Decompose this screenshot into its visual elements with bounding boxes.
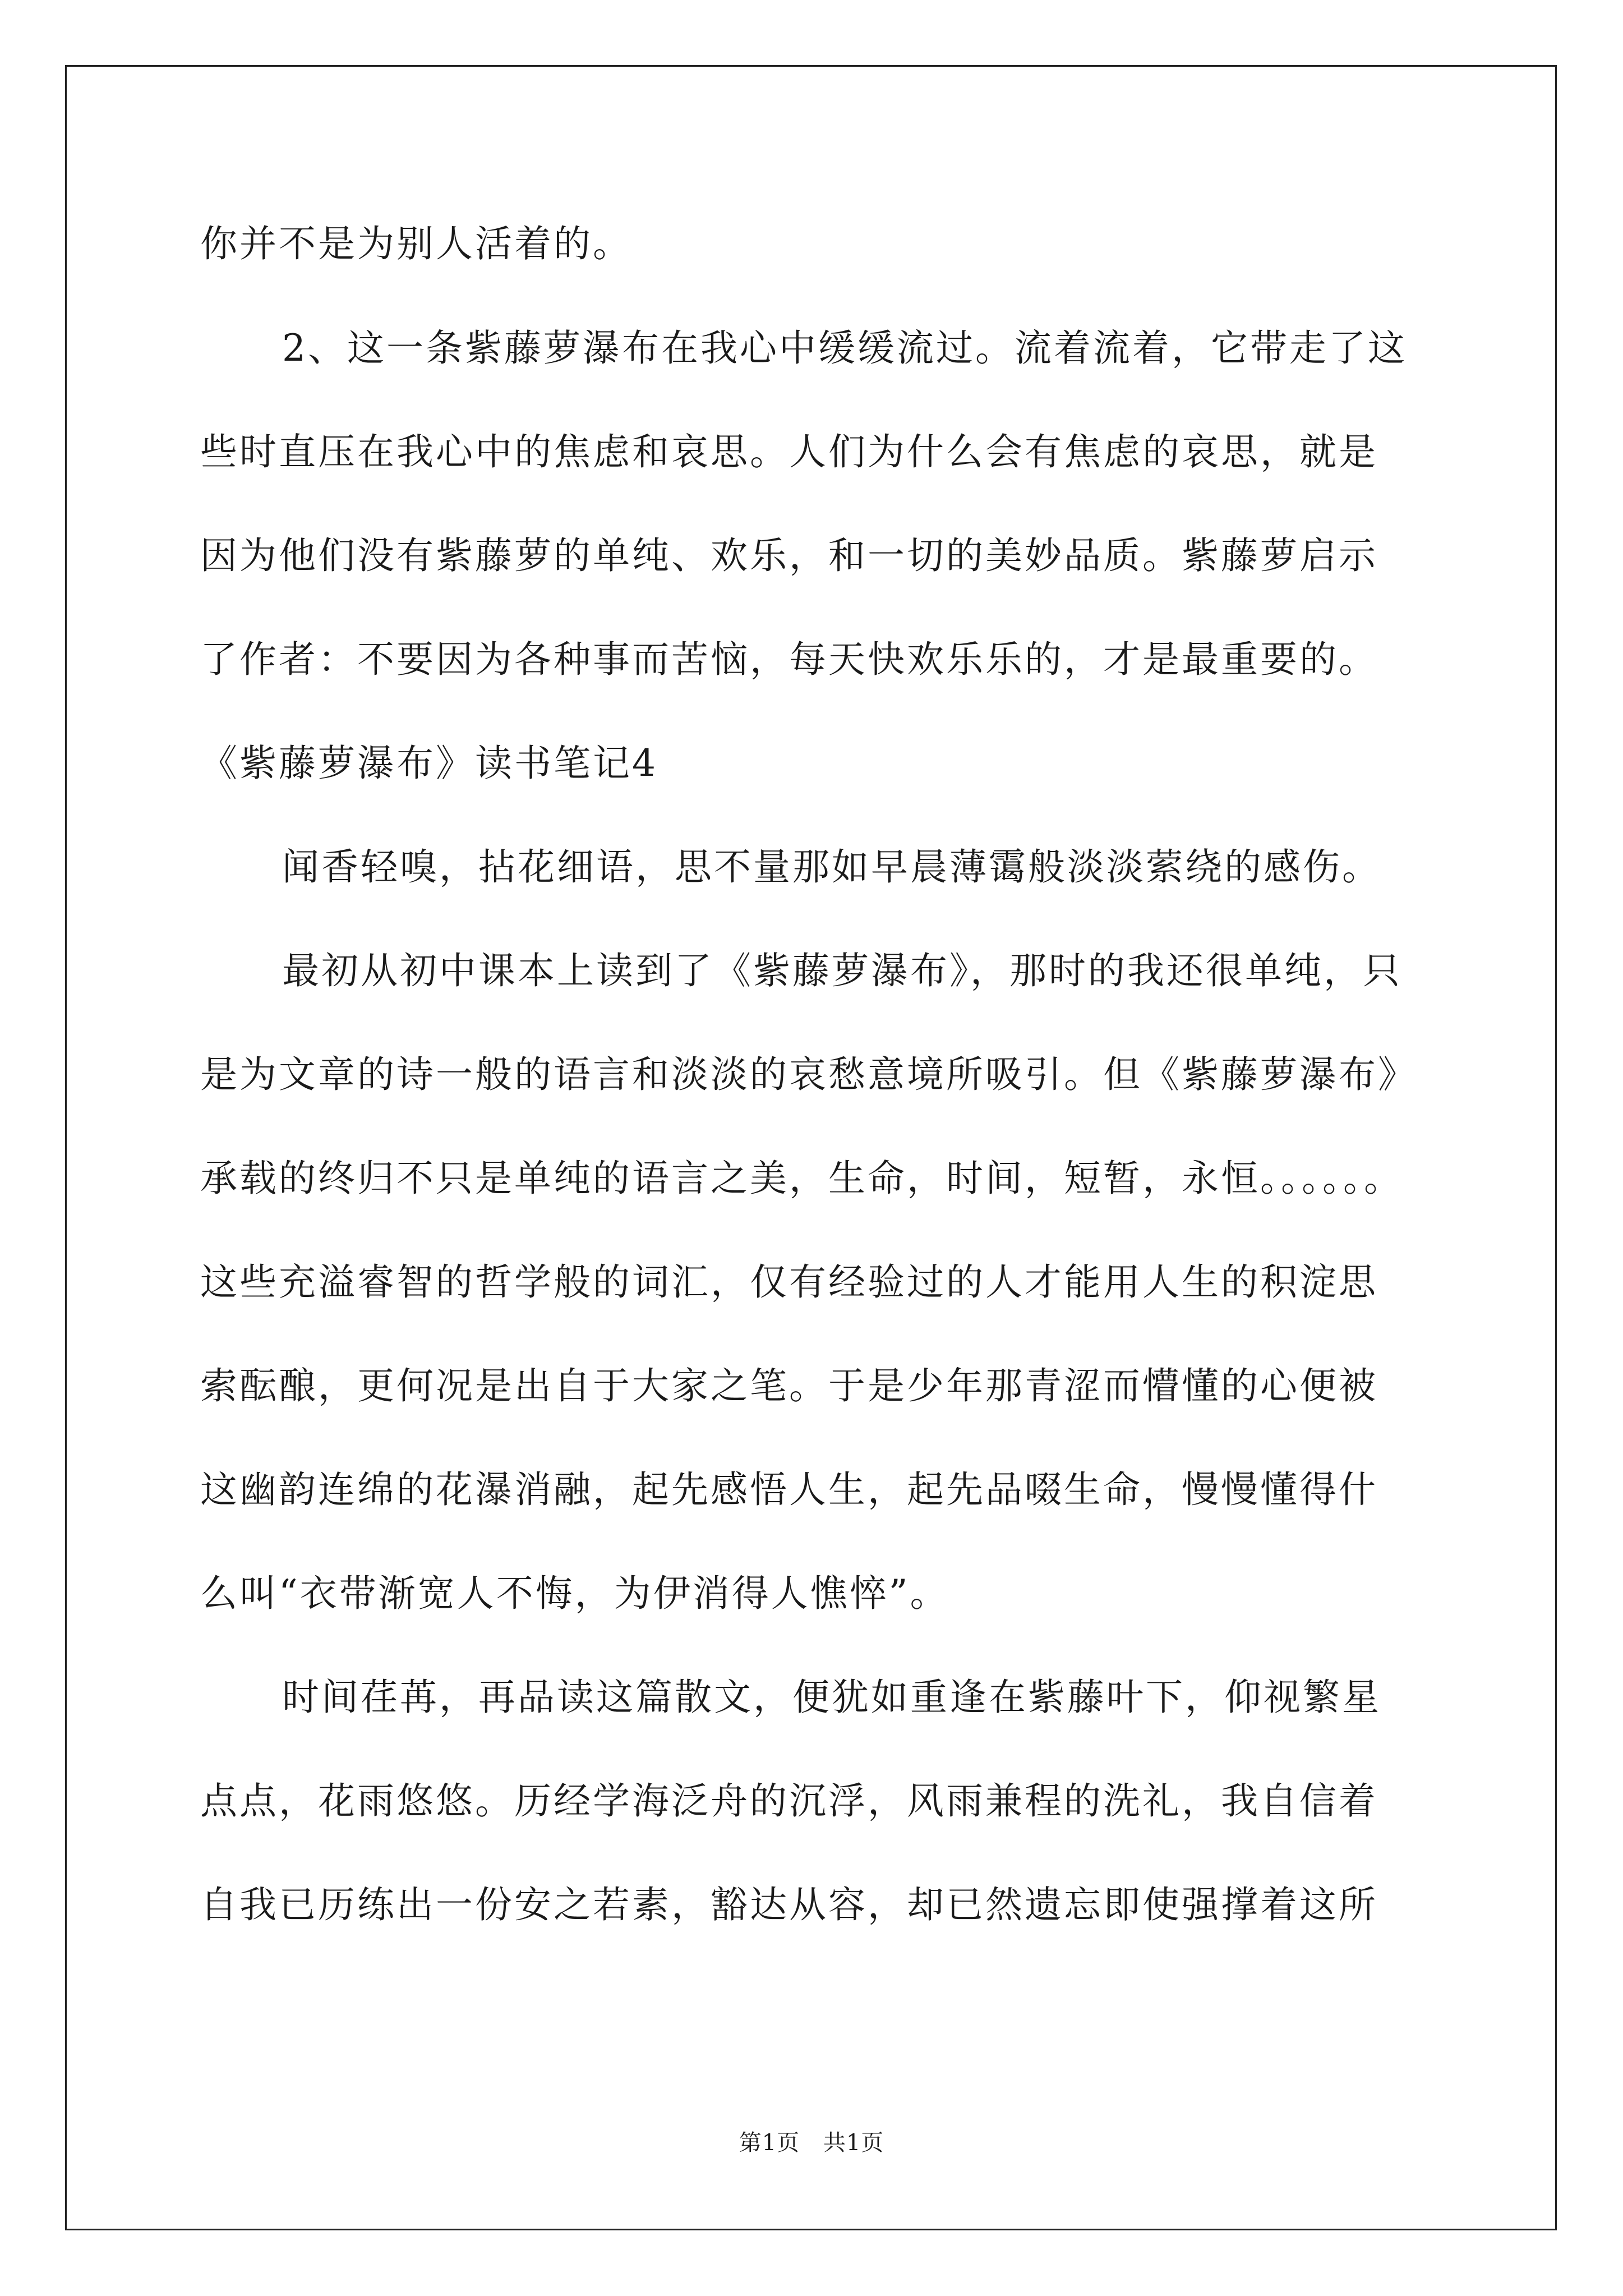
- text-line: 承载的终归不只是单纯的语言之美，生命，时间，短暂，永恒。。。。。。: [200, 1157, 1403, 1200]
- page-number-current: 第1页: [739, 2130, 800, 2156]
- text-line: 自我已历练出一份安之若素，豁达从容，却已然遗忘即使强撑着这所: [200, 1883, 1378, 1926]
- text-line: 你并不是为别人活着的。: [200, 222, 632, 265]
- text-line: 点点，花雨悠悠。历经学海泛舟的沉浮，风雨兼程的洗礼，我自信着: [200, 1779, 1378, 1823]
- text-line: 索酝酿，更何况是出自于大家之笔。于是少年那青涩而懵懂的心便被: [200, 1364, 1378, 1407]
- section-heading: 《紫藤萝瀑布》读书笔记4: [200, 742, 658, 785]
- text-line: 了作者：不要因为各种事而苦恼，每天快欢乐乐的，才是最重要的。: [200, 638, 1378, 681]
- text-line: 这些充溢睿智的哲学般的词汇，仅有经验过的人才能用人生的积淀思: [200, 1260, 1378, 1304]
- text-line: 么叫“衣带渐宽人不悔，为伊消得人憔悴”。: [200, 1572, 949, 1615]
- text-line: 时间荏苒，再品读这篇散文，便犹如重逢在紫藤叶下，仰视繁星: [282, 1676, 1381, 1719]
- text-line: 2、这一条紫藤萝瀑布在我心中缓缓流过。流着流着，它带走了这: [282, 326, 1407, 370]
- page-number-total: 共1页: [823, 2130, 884, 2156]
- text-line: 是为文章的诗一般的语言和淡淡的哀愁意境所吸引。但《紫藤萝瀑布》: [200, 1053, 1417, 1096]
- text-line: 闻香轻嗅，拈花细语，思不量那如早晨薄霭般淡淡萦绕的感伤。: [282, 845, 1381, 889]
- text-line: 这幽韵连绵的花瀑消融，起先感悟人生，起先品啜生命，慢慢懂得什: [200, 1468, 1378, 1511]
- page-footer: [0, 2132, 1623, 2154]
- text-line: 些时直压在我心中的焦虑和哀思。人们为什么会有焦虑的哀思，就是: [200, 430, 1378, 473]
- text-line: 因为他们没有紫藤萝的单纯、欢乐，和一切的美妙品质。紫藤萝启示: [200, 534, 1378, 577]
- text-line: 最初从初中课本上读到了《紫藤萝瀑布》，那时的我还很单纯，只: [282, 949, 1402, 992]
